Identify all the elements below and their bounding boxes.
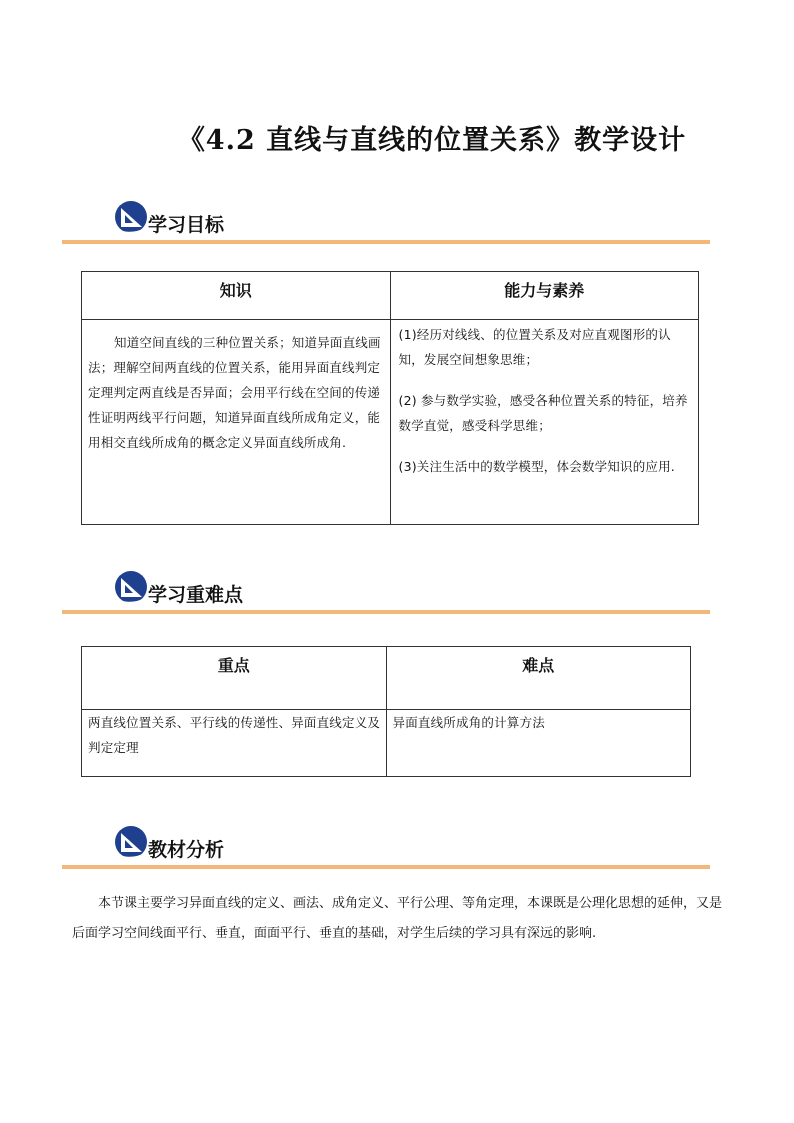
ability-item: (2) 参与数学实验，感受各种位置关系的特征，培养数学直觉，感受科学思维； (398, 393, 688, 433)
triangle-ruler-icon (114, 200, 148, 234)
keypoints-header-focus: 重点 (82, 647, 387, 710)
document-title: 《4.2 直线与直线的位置关系》教学设计 (177, 125, 687, 156)
section-title-analysis: 教材分析 (148, 839, 225, 861)
goals-knowledge-cell (82, 320, 391, 525)
goals-abilities-list (391, 320, 699, 479)
section-title-goals: 学习目标 (148, 214, 225, 236)
goals-abilities-cell (390, 320, 699, 525)
keypoints-header-difficulty: 难点 (386, 647, 691, 710)
keypoints-difficulty-cell (386, 710, 691, 777)
section-header-goals (62, 200, 710, 246)
analysis-paragraph: 本节课主要学习异面直线的定义、画法、成角定义、平行公理、等角定理，本课既是公理化思想的延伸，又是后面学习空间线面平行、垂直，面面平行、垂直的基础，对学生后续的学习具有深远的影响. (72, 896, 723, 941)
keypoints-focus-text: 两直线位置关系、平行线的传递性、异面直线定义及判定定理 (88, 715, 381, 755)
triangle-ruler-icon (114, 570, 148, 604)
section-header-keypoints (62, 570, 710, 616)
section-rule (62, 865, 710, 869)
section-rule (62, 240, 710, 244)
keypoints-focus-cell (82, 710, 387, 777)
goals-knowledge-text: 知道空间直线的三种位置关系；知道异面直线画法；理解空间两直线的位置关系，能用异面直线判定定理判定两直线是否异面；会用平行线在空间的传递性证明两线平行问题，知道异面直线所成角定义，能用相交直线所成角的概念定义异面直线所成角. (88, 335, 381, 450)
triangle-ruler-icon (114, 825, 148, 859)
goals-table (81, 271, 699, 525)
section-header-analysis (62, 825, 710, 871)
goals-header-abilities: 能力与素养 (390, 272, 699, 320)
section-rule (62, 610, 710, 614)
ability-item: (1)经历对线线、的位置关系及对应直观图形的认知，发展空间想象思维； (398, 327, 671, 367)
keypoints-difficulty-text: 异面直线所成角的计算方法 (392, 715, 545, 730)
keypoints-table (81, 646, 691, 777)
ability-item: (3)关注生活中的数学模型，体会数学知识的应用. (398, 459, 675, 474)
section-title-keypoints: 学习重难点 (148, 584, 244, 606)
goals-header-knowledge: 知识 (82, 272, 391, 320)
